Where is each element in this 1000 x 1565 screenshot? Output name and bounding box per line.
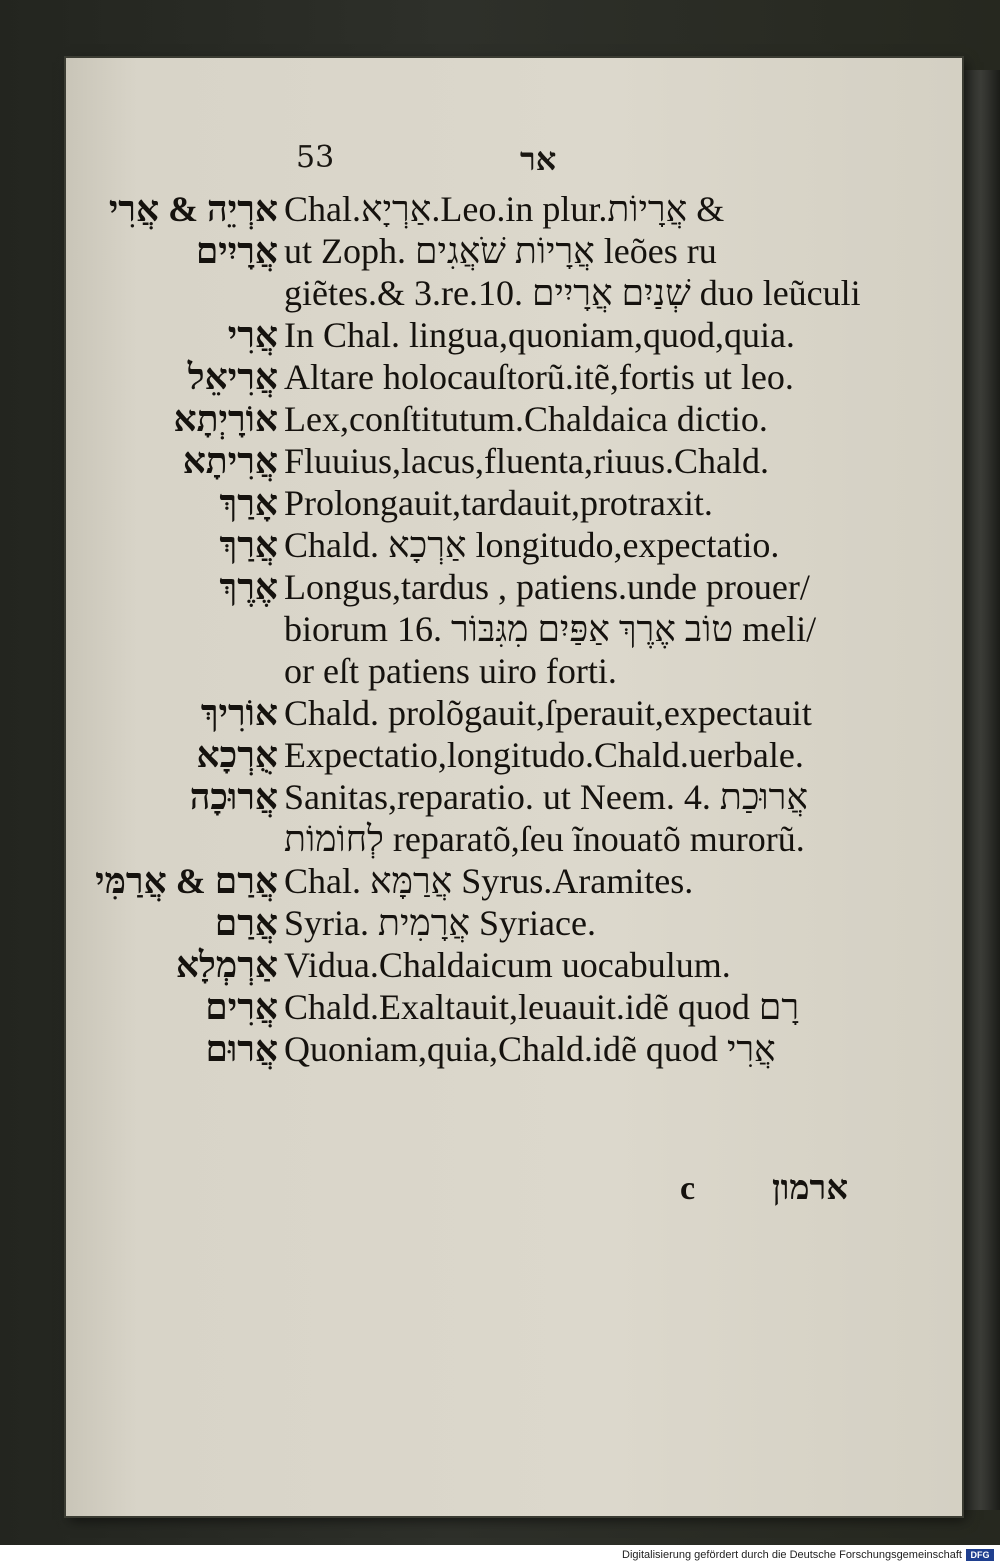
headword: אֲרִיאֵל	[187, 357, 278, 397]
entry-line	[150, 398, 890, 440]
entry-line	[95, 860, 890, 902]
headword: אֶרֶךְ	[219, 567, 278, 607]
entry-text: or eſt patiens uiro forti.	[284, 651, 617, 691]
headword: אֲרִי	[227, 315, 278, 355]
entry-text: Fluuius,lacus,fluenta,riuus.Chald.	[284, 441, 769, 481]
entry-line	[150, 440, 890, 482]
entry-text: Expectatio,longitudo.Chald.uerbale.	[284, 735, 804, 775]
entry-line	[150, 818, 890, 860]
entry-text: biorum 16. טוֹב אֶרֶךְ אַפַּיִם מִגִּבּוֹר meli/	[284, 609, 817, 649]
headword: אֲרַם	[214, 903, 278, 943]
entry-text: Chal.אַרְיָא.Leo.in plur.אֲרָיוֹת &	[284, 189, 725, 229]
headword: אֲרוּכָה	[189, 777, 278, 817]
entry-text: Chald. prolõgauit,ſperauit,expectauit	[284, 693, 812, 733]
dfg-logo: DFG	[966, 1549, 994, 1561]
headword: אַרְמְלָא	[175, 945, 278, 985]
catchword: ארמון	[772, 1170, 849, 1207]
entry-line	[150, 986, 890, 1028]
entry-text: Chal. אֲרַמָּא Syrus.Aramites.	[284, 861, 694, 901]
book-edge	[962, 70, 1000, 1510]
headword: אֲרָיִים	[195, 231, 278, 271]
entry-line	[150, 692, 890, 734]
entry-line	[150, 734, 890, 776]
headword: אֲרִים	[205, 987, 278, 1027]
headword: אָרַךְ	[219, 483, 278, 523]
headword: אֲרַךְ	[219, 525, 278, 565]
entry-text: giẽtes.& 3.re.10. שְׁנַיִם אֲרָיִים duo leũculi	[284, 273, 861, 313]
entry-line	[108, 188, 890, 230]
entry-line	[150, 944, 890, 986]
entry-line	[150, 566, 890, 608]
entry-line	[150, 272, 890, 314]
entry-line	[150, 650, 890, 692]
headword: אֲרִיתָא	[182, 441, 278, 481]
folio-number: 53	[296, 140, 335, 175]
entry-text: Lex,conſtitutum.Chaldaica dictio.	[284, 399, 768, 439]
entry-line	[150, 356, 890, 398]
headword: אֲרוּם	[205, 1029, 278, 1069]
entry-text: Prolongauit,tardauit,protraxit.	[284, 483, 713, 523]
page-header	[0, 140, 1000, 180]
entry-text: Chald. אַרְכָא longitudo,expectatio.	[284, 525, 780, 565]
entry-text: ut Zoph. אֲרָיוֹת שֹׁאֲגִים leões ru	[284, 231, 717, 271]
entry-text: לְחוֹמוֹת reparatõ,ſeu ĩnouatõ murorũ.	[284, 819, 805, 859]
headword: אוֹרִיךְ	[200, 693, 278, 733]
entry-text: Quoniam,quia,Chald.idẽ quod אֲרִי	[284, 1029, 776, 1069]
entry-line	[150, 902, 890, 944]
entry-line	[150, 776, 890, 818]
entry-text: In Chal. lingua,quoniam,quod,quia.	[284, 315, 795, 355]
footer-bar	[0, 1545, 1000, 1565]
funding-credit: Digitalisierung gefördert durch die Deutsche Forschungsgemeinschaft	[622, 1549, 962, 1561]
entry-text: Syria. אֲרָמִית Syriace.	[284, 903, 596, 943]
entry-text: Altare holocauſtorũ.itẽ,fortis ut leo.	[284, 357, 794, 397]
headword: ארְיֵה & אֲרִי	[108, 189, 278, 229]
headword: אֲרַם & אֲרַמִּי	[95, 861, 278, 901]
entry-text: Sanitas,reparatio. ut Neem. 4. אֲרוּכַת	[284, 777, 808, 817]
headword: אוֹרָיְתָא	[173, 399, 278, 439]
entry-line	[150, 524, 890, 566]
running-head: אר	[520, 140, 557, 178]
entry-line	[150, 314, 890, 356]
catchline	[0, 1170, 1000, 1210]
entry-line	[150, 482, 890, 524]
entry-text: Longus,tardus , patiens.unde prouer/	[284, 567, 810, 607]
dictionary-entries	[95, 188, 890, 1070]
entry-line	[150, 608, 890, 650]
headword: אֻרְכָא	[196, 735, 278, 775]
entry-line	[150, 230, 890, 272]
entry-text: Vidua.Chaldaicum uocabulum.	[284, 945, 731, 985]
entry-text: Chald.Exaltauit,leuauit.idẽ quod רָם	[284, 987, 800, 1027]
signature-mark: c	[680, 1170, 696, 1207]
entry-line	[150, 1028, 890, 1070]
